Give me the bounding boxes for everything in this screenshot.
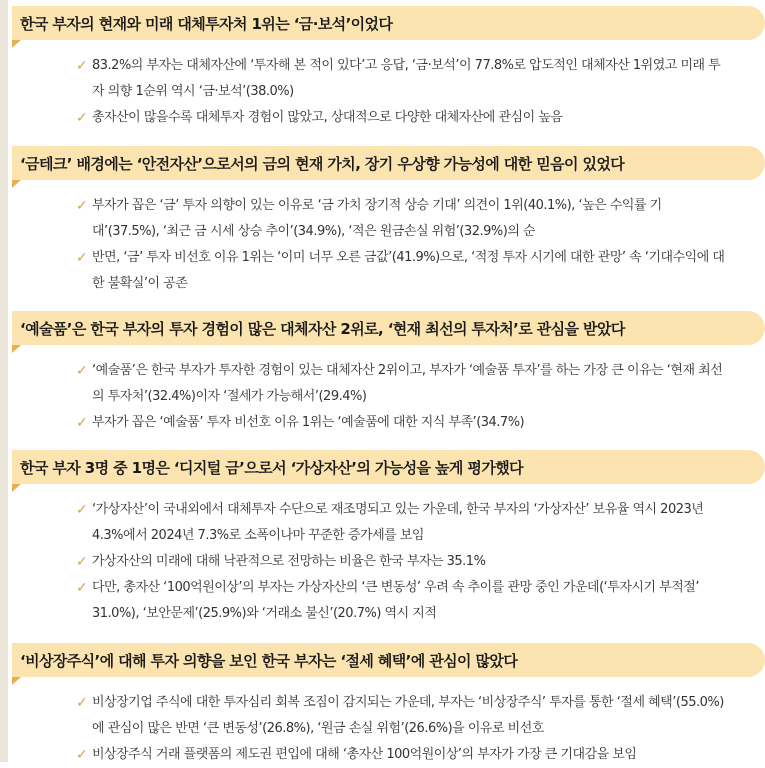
bullet-text: 비상장주식 거래 플랫폼의 제도권 편입에 대해 ‘총자산 100억원이상’의 부자가 가장 큰 기대감을 보임: [92, 747, 637, 762]
bullet-text: 가상자산의 미래에 대해 낙관적으로 전망하는 비율은 한국 부자는 35.1%: [92, 554, 486, 569]
section-unlisted-stock: [12, 643, 765, 768]
section-title: ‘예술품’은 한국 부자의 투자 경험이 많은 대체자산 2위로, ‘현재 최선의 투자처’로 관심을 받았다: [20, 319, 625, 338]
check-icon: ✓: [76, 58, 88, 74]
check-icon: ✓: [76, 363, 88, 379]
list-item: [12, 690, 765, 742]
list-item: [12, 53, 765, 105]
bullet-text: 총자산이 많을수록 대체투자 경험이 많았고, 상대적으로 다양한 대체자산에 관심이 높음: [92, 110, 563, 125]
bullet-text: 비상장기업 주식에 대한 투자심리 회복 조짐이 감지되는 가운데, 부자는 ‘비상장주식’ 투자를 통한 ‘절세 혜택’(55.0%)에 관심이 많은 반면 ‘큰 변동성’(26.8%), ‘원금 손실 위험’(26.6%)을 이유로 비선호: [92, 695, 724, 736]
section-header: [12, 643, 765, 677]
list-item: [12, 105, 765, 131]
list-item: [12, 497, 765, 549]
list-item: [12, 549, 765, 575]
section-header: [12, 450, 765, 484]
bullet-text: ‘예술품’은 한국 부자가 투자한 경험이 있는 대체자산 2위이고, 부자가 ‘예술품 투자’를 하는 가장 큰 이유는 ‘현재 최선의 투자처’(32.4%)이자 ‘절세가 가능해서’(29.4%): [92, 363, 723, 404]
bullet-list: [12, 193, 765, 297]
bullet-list: [12, 497, 765, 627]
section-gold-jewelry: [12, 6, 765, 131]
bullet-text: 부자가 꼽은 ‘금’ 투자 의향이 있는 이유로 ‘금 가치 장기적 상승 기대’ 의견이 1위(40.1%), ‘높은 수익률 기대’(37.5%), ‘최근 금 시세 상승 추이’(34.9%), ‘적은 원금손실 위험’(32.9%)의 순: [92, 198, 662, 239]
section-header: [12, 311, 765, 345]
list-item: [12, 575, 765, 627]
check-icon: ✓: [76, 250, 88, 266]
header-fold-corner: [12, 180, 21, 188]
check-icon: ✓: [76, 415, 88, 431]
check-icon: ✓: [76, 580, 88, 596]
check-icon: ✓: [76, 198, 88, 214]
check-icon: ✓: [76, 554, 88, 570]
header-fold-corner: [12, 677, 21, 685]
header-fold-corner: [12, 345, 21, 353]
section-gold-tech: [12, 146, 765, 297]
header-fold-corner: [12, 484, 21, 492]
bullet-text: ‘가상자산’이 국내외에서 대체투자 수단으로 재조명되고 있는 가운데, 한국 부자의 ‘가상자산’ 보유율 역시 2023년 4.3%에서 2024년 7.3%로 소폭이나마 꾸준한 증가세를 보임: [92, 502, 704, 543]
section-art: [12, 311, 765, 436]
bullet-text: 다만, 총자산 ‘100억원이상’의 부자는 가상자산의 ‘큰 변동성’ 우려 속 추이를 관망 중인 가운데(‘투자시기 부적절’ 31.0%), ‘보안문제’(25.9%)와 ‘거래소 불신’(20.7%) 역시 지적: [92, 580, 699, 621]
bullet-list: [12, 358, 765, 436]
list-item: [12, 193, 765, 245]
bullet-text: 부자가 꼽은 ‘예술품’ 투자 비선호 이유 1위는 ‘예술품에 대한 지식 부족’(34.7%): [92, 415, 525, 430]
list-item: [12, 410, 765, 436]
bullet-list: [12, 690, 765, 768]
left-margin-rule: [0, 0, 8, 762]
list-item: [12, 245, 765, 297]
check-icon: ✓: [76, 110, 88, 126]
bullet-text: 반면, ‘금’ 투자 비선호 이유 1위는 ‘이미 너무 오른 금값’(41.9%)으로, ‘적정 투자 시기에 대한 관망’ 속 ‘기대수익에 대한 불확실’이 공존: [92, 250, 725, 291]
bullet-list: [12, 53, 765, 131]
list-item: [12, 358, 765, 410]
section-title: 한국 부자의 현재와 미래 대체투자처 1위는 ‘금·보석’이었다: [20, 14, 393, 33]
check-icon: ✓: [76, 747, 88, 763]
section-title: 한국 부자 3명 중 1명은 ‘디지털 금’으로서 ‘가상자산’의 가능성을 높게 평가했다: [20, 458, 523, 477]
section-header: [12, 6, 765, 40]
check-icon: ✓: [76, 695, 88, 711]
header-fold-corner: [12, 40, 21, 48]
section-header: [12, 146, 765, 180]
bullet-text: 83.2%의 부자는 대체자산에 ‘투자해 본 적이 있다’고 응답, ‘금·보석’이 77.8%로 압도적인 대체자산 1위였고 미래 투자 의향 1순위 역시 ‘금·보석’(38.0%): [92, 58, 721, 99]
list-item: [12, 742, 765, 768]
section-title: ‘금테크’ 배경에는 ‘안전자산’으로서의 금의 현재 가치, 장기 우상향 가능성에 대한 믿음이 있었다: [20, 154, 625, 173]
check-icon: ✓: [76, 502, 88, 518]
section-crypto: [12, 450, 765, 627]
section-title: ‘비상장주식’에 대해 투자 의향을 보인 한국 부자는 ‘절세 혜택’에 관심이 많았다: [20, 651, 518, 670]
